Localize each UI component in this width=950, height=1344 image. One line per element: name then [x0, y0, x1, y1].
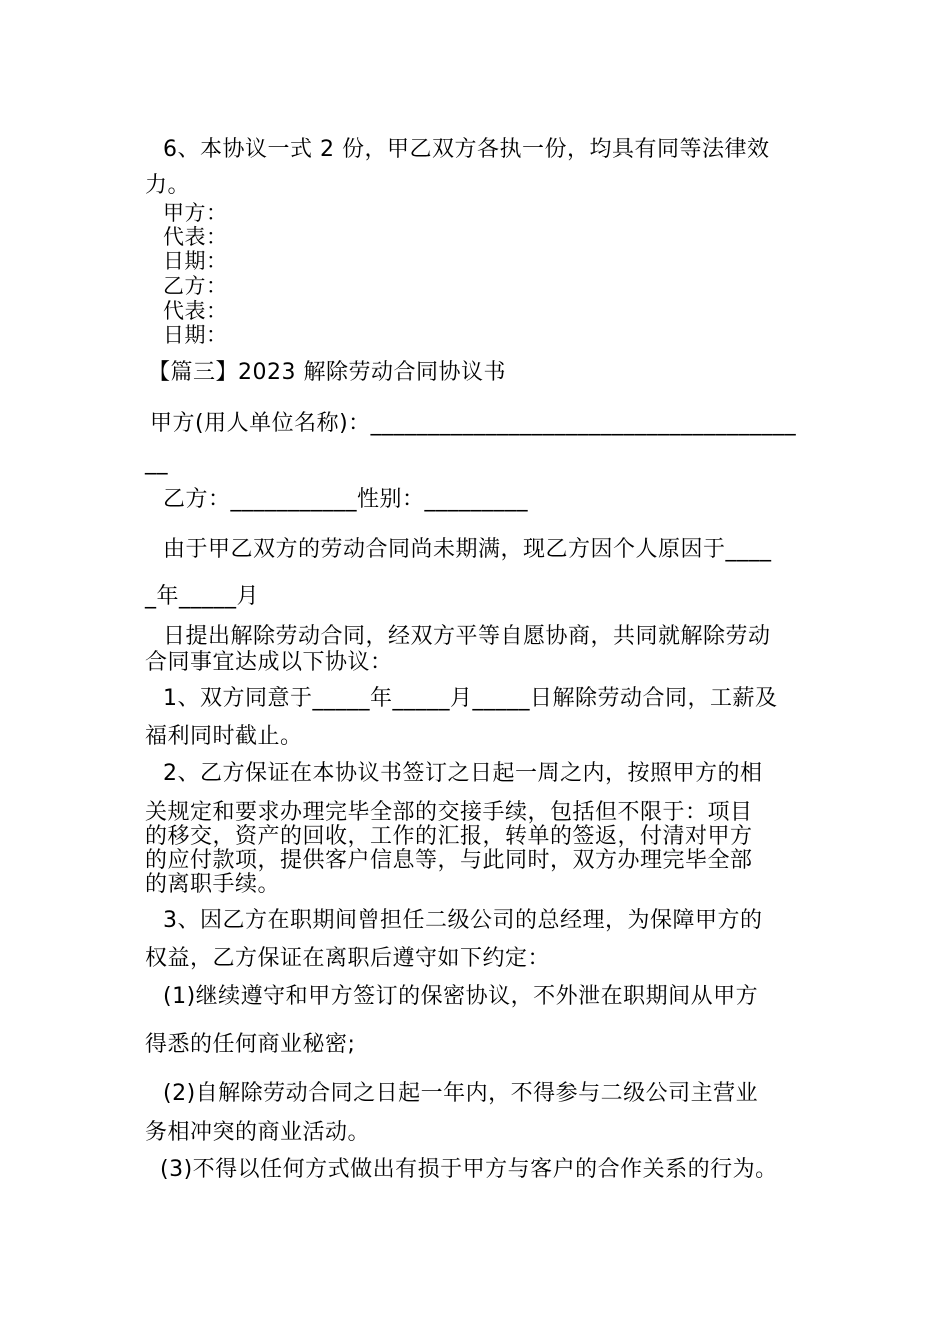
- sig-party-a: 甲方：: [163, 201, 228, 225]
- intro-line-1: 日提出解除劳动合同，经双方平等自愿协商，共同就解除劳动: [163, 624, 771, 649]
- sig-rep-a: 代表：: [163, 225, 228, 249]
- party-a-line-1: 甲方(用人单位名称)：_____________________________________: [150, 411, 797, 436]
- sig-rep-b: 代表：: [163, 299, 228, 323]
- sig-date-b: 日期：: [163, 323, 228, 347]
- reason-line-1: 由于甲乙双方的劳动合同尚未期满，现乙方因个人原因于____: [163, 537, 772, 562]
- clause2-line-3: 的移交，资产的回收，工作的汇报，转单的签返，付清对甲方: [145, 824, 753, 849]
- party-b-line: 乙方：___________性别：_________: [163, 487, 529, 512]
- clause2-line-4: 的应付款项，提供客户信息等，与此同时，双方办理完毕全部: [145, 848, 753, 873]
- clause1-line-1: 1、双方同意于_____年_____月_____日解除劳动合同，工薪及: [163, 686, 778, 711]
- sub2-line-1: (2)自解除劳动合同之日起一年内，不得参与二级公司主营业: [163, 1081, 759, 1106]
- clause2-line-5: 的离职手续。: [145, 872, 281, 897]
- clause6-line-2: 力。: [145, 173, 191, 198]
- clause1-line-2: 福利同时截止。: [145, 724, 303, 749]
- sub1-line-1: (1)继续遵守和甲方签订的保密协议，不外泄在职期间从甲方: [163, 984, 759, 1009]
- reason-line-2: _年_____月: [145, 584, 260, 609]
- sub1-line-2: 得悉的任何商业秘密;: [145, 1032, 356, 1057]
- clause6-line-1: 6、本协议一式 2 份，甲乙双方各执一份，均具有同等法律效: [163, 137, 770, 162]
- clause3-line-1: 3、因乙方在职期间曾担任二级公司的总经理，为保障甲方的: [163, 908, 763, 933]
- sub3-line-1: (3)不得以任何方式做出有损于甲方与客户的合作关系的行为。: [160, 1157, 778, 1182]
- section-title: 【篇三】2023 解除劳动合同协议书: [148, 360, 506, 385]
- clause2-line-1: 2、乙方保证在本协议书签订之日起一周之内，按照甲方的相: [163, 761, 763, 786]
- clause3-line-2: 权益，乙方保证在离职后遵守如下约定：: [145, 946, 551, 971]
- sub2-line-2: 务相冲突的商业活动。: [145, 1120, 371, 1145]
- sig-date-a: 日期：: [163, 249, 228, 273]
- sig-party-b: 乙方：: [163, 274, 228, 298]
- party-a-line-2: __: [145, 450, 168, 475]
- intro-line-2: 合同事宜达成以下协议：: [145, 650, 393, 675]
- clause2-line-2: 关规定和要求办理完毕全部的交接手续，包括但不限于：项目: [145, 800, 753, 825]
